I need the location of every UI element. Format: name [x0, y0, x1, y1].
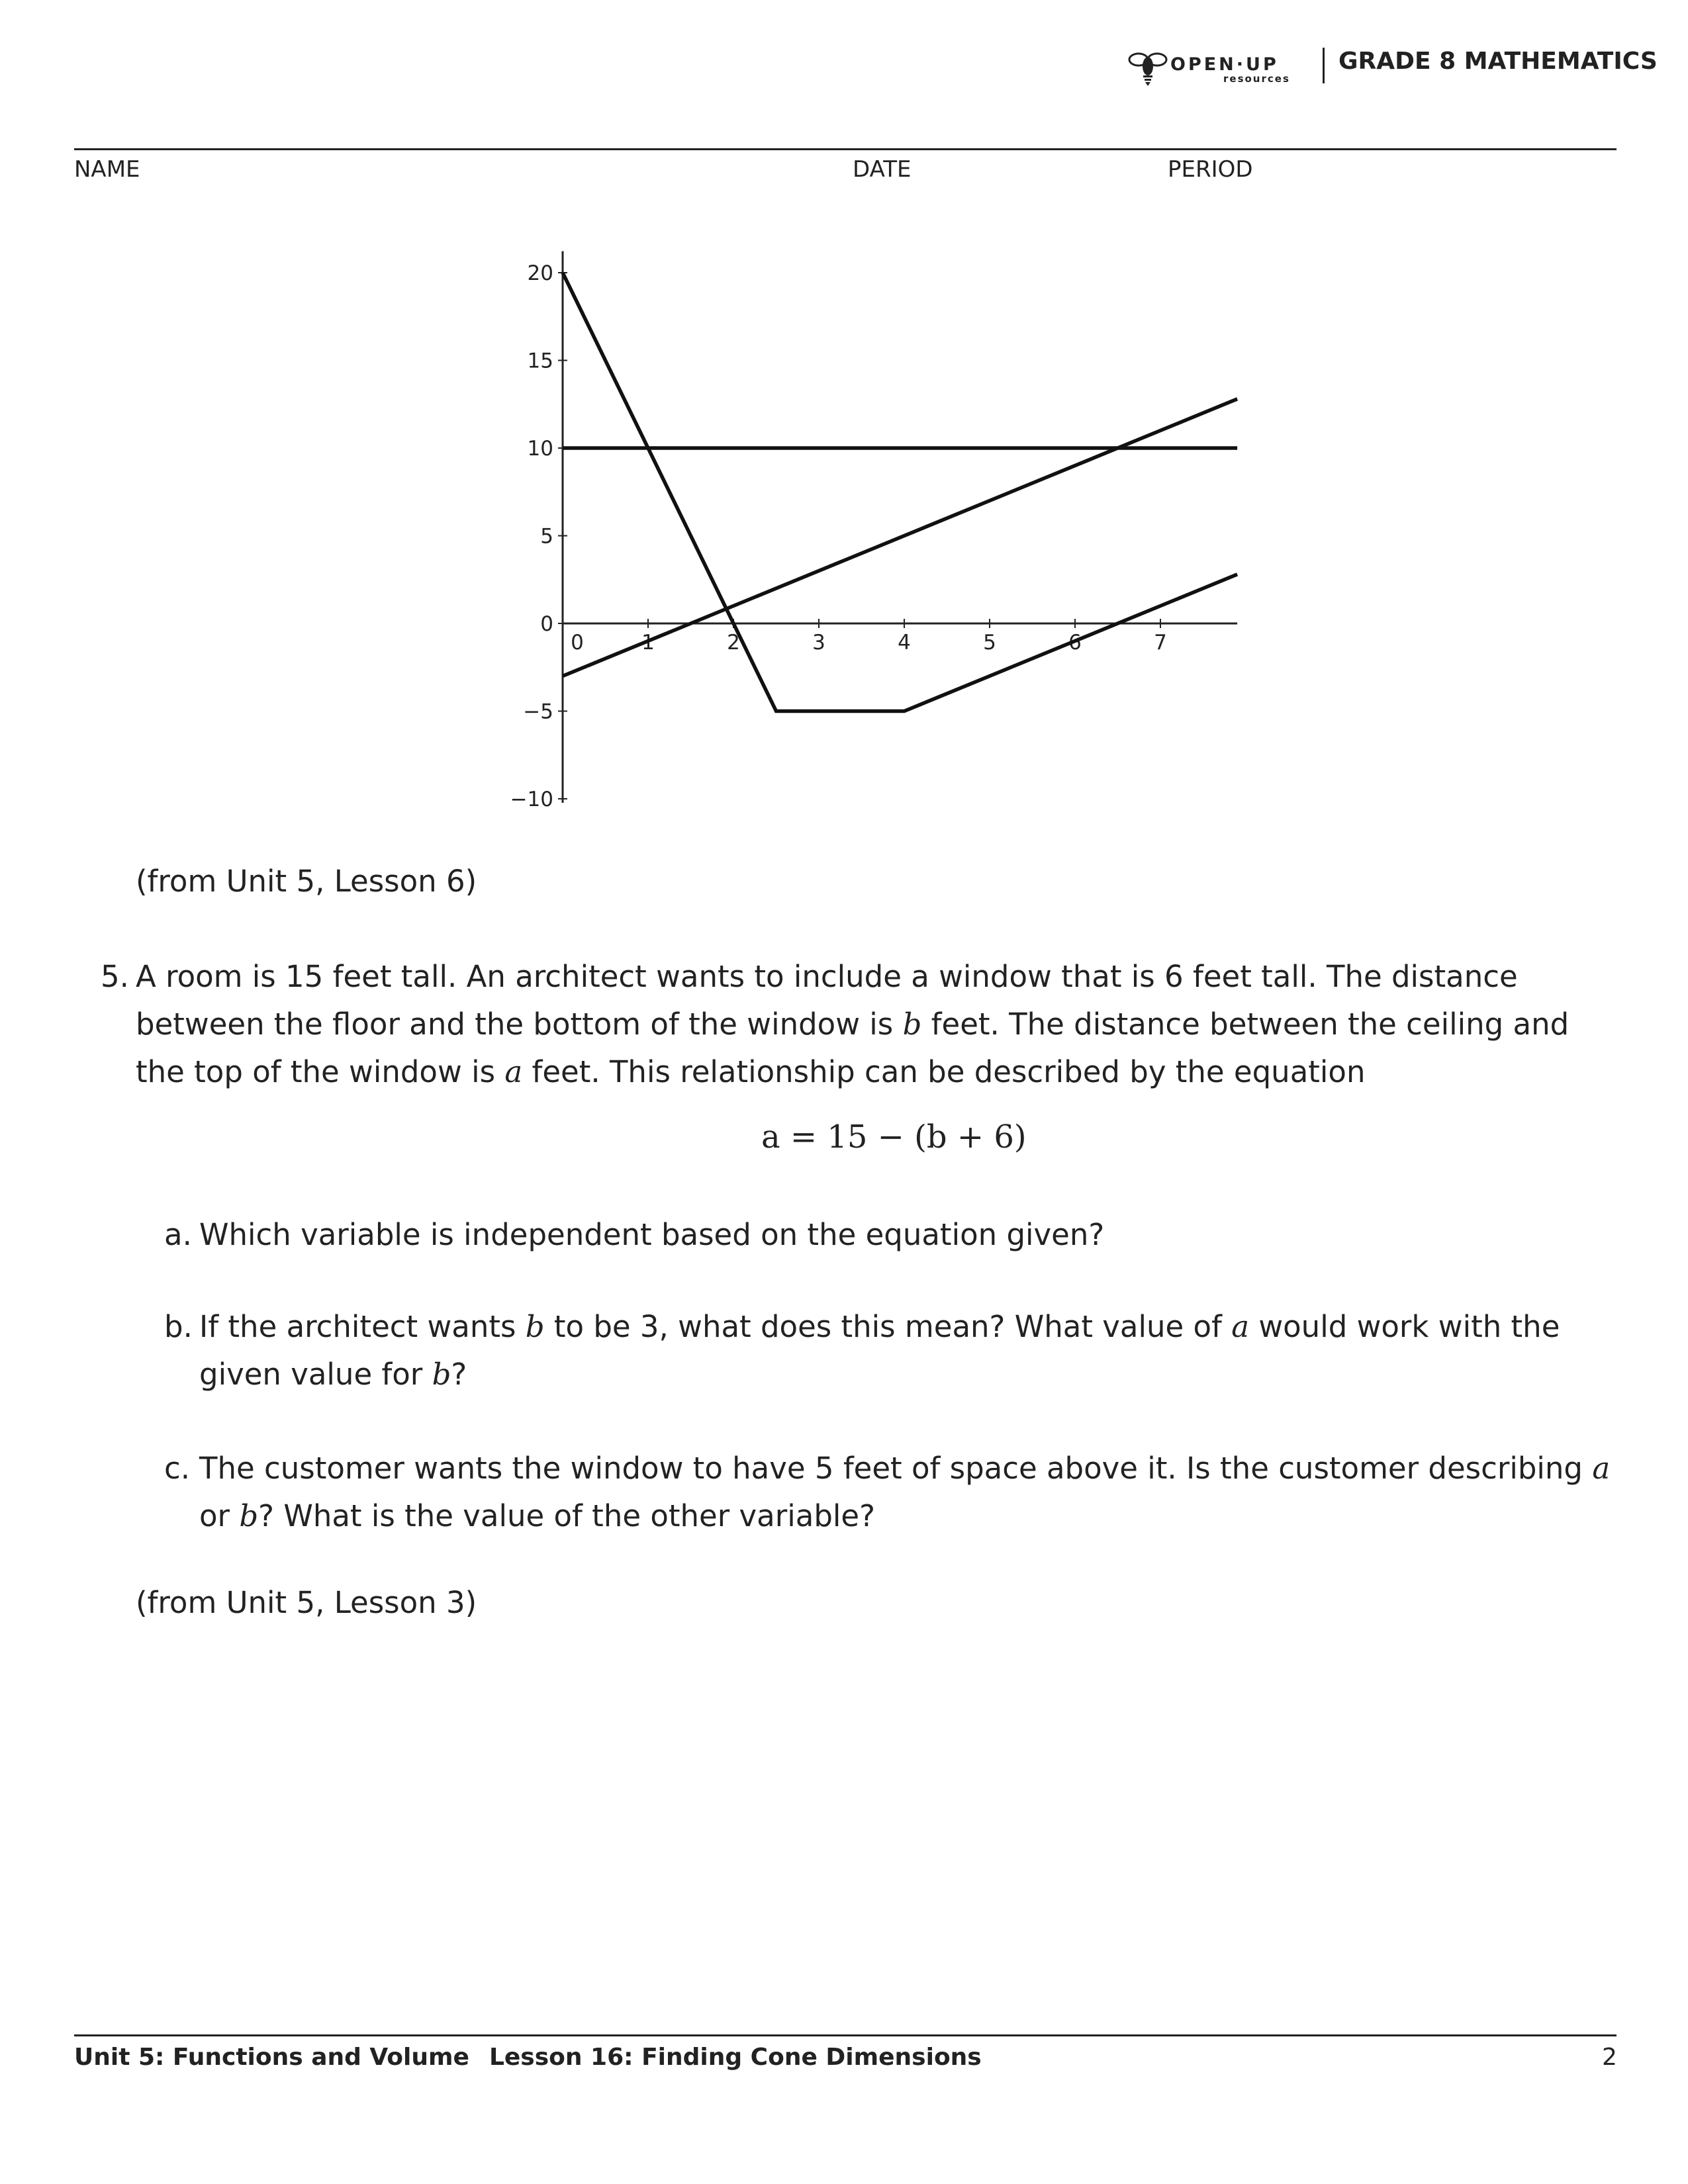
- part-text: Which variable is independent based on the equation given?: [199, 1217, 1105, 1252]
- footer-unit: Unit 5: Functions and Volume: [74, 2044, 469, 2071]
- x-tick-label: 7: [1154, 631, 1167, 655]
- y-tick-label: −10: [510, 788, 553, 811]
- x-tick-label: 1: [641, 631, 655, 655]
- x-tick-label: 2: [727, 631, 740, 655]
- footer-rule: [74, 2034, 1617, 2036]
- footer-unit-lesson: [74, 2044, 982, 2071]
- variable-a: a: [1592, 1451, 1611, 1486]
- part-letter: a.: [164, 1217, 192, 1252]
- variable-b: b: [432, 1357, 451, 1392]
- x-tick-label: 0: [571, 631, 584, 655]
- top-rule: [74, 148, 1617, 150]
- header-divider: [1323, 48, 1325, 83]
- part-c: [164, 1445, 1620, 1540]
- y-tick-label: 5: [540, 524, 553, 549]
- equation: a = 15 − (b + 6): [761, 1118, 1027, 1156]
- page-number: 2: [1602, 2044, 1617, 2071]
- variable-a: a: [1231, 1309, 1250, 1344]
- x-tick-label: 4: [898, 631, 911, 655]
- footer-lesson: Lesson 16: Finding Cone Dimensions: [489, 2044, 982, 2071]
- problem-5: [101, 953, 1623, 1096]
- problem-number: 5.: [101, 959, 129, 994]
- variable-a: a: [504, 1054, 523, 1089]
- problem-text: A room is 15 feet tall. An architect wants to include a window that is 6 feet tall. The distance between the floor and the bottom of the window is b feet. The distance between the ceiling and the top of the window is a feet. This relationship can be described by the equation: [136, 959, 1570, 1089]
- course-title: GRADE 8 MATHEMATICS: [1338, 48, 1658, 75]
- logo-wordmark: OPEN·UP: [1170, 54, 1279, 75]
- part-text: The customer wants the window to have 5 feet of space above it. Is the customer describing a or b? What is the value of the other variable?: [199, 1451, 1611, 1533]
- y-tick-label: 10: [527, 437, 553, 461]
- name-label: NAME: [74, 156, 140, 183]
- part-a: [164, 1211, 1620, 1259]
- part-b: [164, 1303, 1620, 1398]
- source-note-1: (from Unit 5, Lesson 6): [136, 864, 477, 899]
- x-tick-label: 5: [983, 631, 996, 655]
- variable-b: b: [239, 1498, 259, 1533]
- part-letter: c.: [164, 1451, 191, 1486]
- logo-subtext: resources: [1223, 73, 1290, 85]
- variable-b: b: [902, 1007, 922, 1042]
- y-tick-label: −5: [523, 700, 553, 724]
- source-note-2: (from Unit 5, Lesson 3): [136, 1585, 477, 1620]
- y-tick-label: 15: [527, 349, 553, 373]
- y-tick-label: 20: [527, 261, 553, 285]
- part-text: If the architect wants b to be 3, what does this mean? What value of a would work with the given value for b?: [199, 1309, 1560, 1392]
- y-tick-label: 0: [540, 612, 553, 636]
- variable-b: b: [525, 1309, 545, 1344]
- date-label: DATE: [853, 156, 912, 183]
- part-letter: b.: [164, 1309, 193, 1344]
- x-tick-label: 3: [812, 631, 825, 655]
- x-tick-label: 6: [1068, 631, 1082, 655]
- period-label: PERIOD: [1168, 156, 1253, 183]
- function-graph: [503, 238, 1258, 821]
